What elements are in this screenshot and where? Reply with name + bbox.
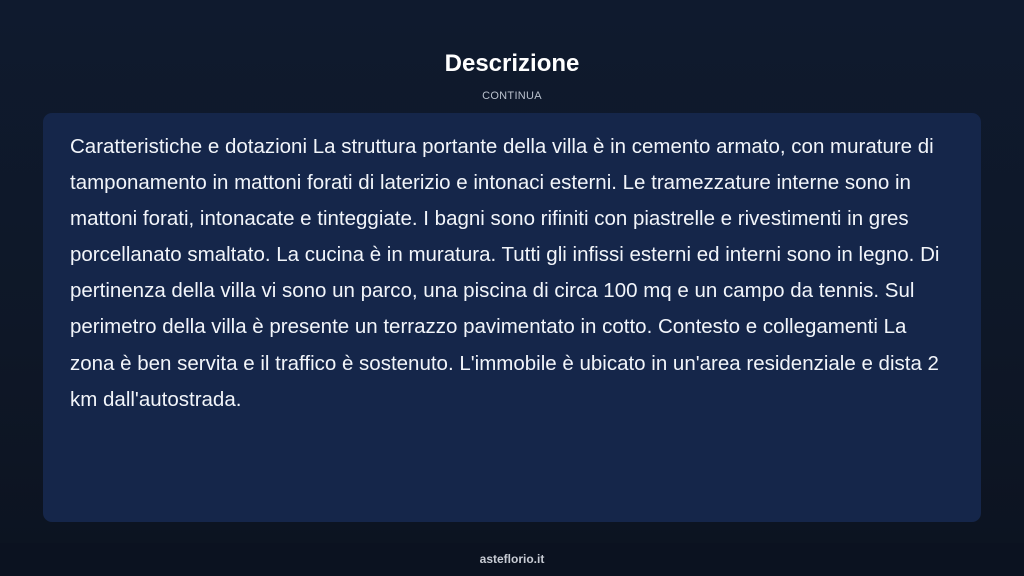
description-card [43, 113, 981, 522]
footer-site-name: asteflorio.it [479, 552, 545, 566]
page-header [0, 0, 1024, 110]
continue-label: CONTINUA [482, 90, 542, 102]
footer-bar [0, 543, 1024, 576]
page-title: Descrizione [444, 50, 580, 77]
description-text: Caratteristiche e dotazioni La struttura portante della villa è in cemento armato, con murature di tamponamento in mattoni forati di laterizio e intonaci esterni. Le tramezzature interne sono in mattoni forati, intonacate e tinteggiate. I bagni sono rifiniti con piastrelle e rivestimenti in gres porcellanato smaltato. La cucina è in muratura. Tutti gli infissi esterni ed interni sono in legno. Di pertinenza della villa vi sono un parco, una piscina di circa 100 mq e un campo da tennis. Sul perimetro della villa è presente un terrazzo pavimentato in cotto. Contesto e collegamenti La zona è ben servita e il traffico è sostenuto. L'immobile è ubicato in un'area residenziale e dista 2 km dall'autostrada. [70, 135, 940, 411]
